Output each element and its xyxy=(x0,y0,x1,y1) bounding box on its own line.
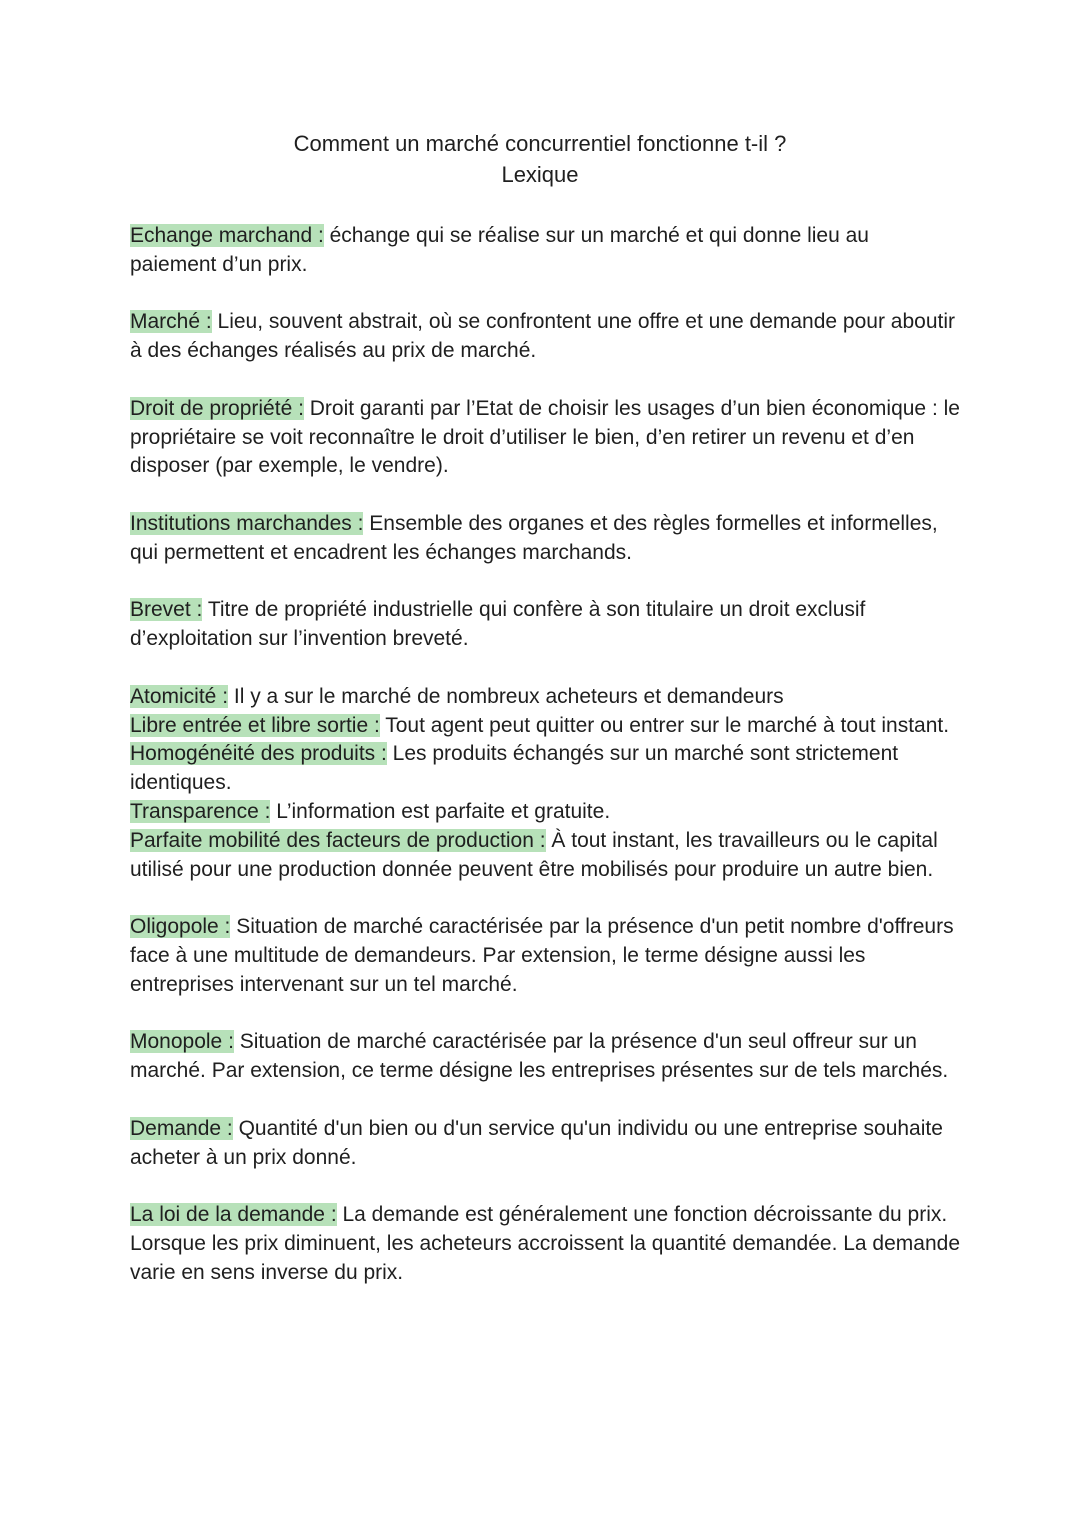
glossary-term: Echange marchand : xyxy=(130,224,324,247)
glossary-term: Libre entrée et libre sortie : xyxy=(130,713,380,737)
glossary-definition: Titre de propriété industrielle qui confère à son titulaire un droit exclusif d’exploitation sur l’invention breveté. xyxy=(130,598,866,651)
glossary-definition: Situation de marché caractérisée par la présence d'un petit nombre d'offreurs face à une multitude de demandeurs. Par extension, le terme désigne aussi les entreprises intervenant sur un tel marché. xyxy=(130,915,954,996)
glossary-entry-demande xyxy=(130,1115,960,1173)
glossary-entry-monopole xyxy=(130,1028,960,1086)
glossary-entry-oligopole xyxy=(130,913,960,999)
glossary-list xyxy=(130,222,960,1287)
glossary-term: Transparence : xyxy=(130,799,271,823)
glossary-definition: Ensemble des organes et des règles formelles et informelles, qui permettent et encadrent les échanges marchands. xyxy=(130,511,938,564)
glossary-term: Homogénéité des produits : xyxy=(130,742,387,766)
glossary-term: Demande : xyxy=(130,1116,233,1140)
glossary-entry-loi-de-la-demande xyxy=(130,1201,960,1287)
glossary-definition: Tout agent peut quitter ou entrer sur le marché à tout instant. xyxy=(379,713,950,737)
glossary-definition: Lieu, souvent abstrait, où se confrontent une offre et une demande pour aboutir à des échanges réalisés au prix de marché. xyxy=(130,310,955,363)
glossary-definition: L’information est parfaite et gratuite. xyxy=(270,799,611,823)
glossary-entry-transparence xyxy=(130,798,960,827)
glossary-entry-libre-entree xyxy=(130,712,960,741)
glossary-term: Oligopole : xyxy=(130,915,231,939)
glossary-entry-atomicite xyxy=(130,683,960,712)
glossary-entry-echange-marchand xyxy=(130,222,960,280)
glossary-definition: Il y a sur le marché de nombreux acheteurs et demandeurs xyxy=(228,684,784,708)
glossary-term: Atomicité : xyxy=(130,684,229,708)
glossary-entry-droit-de-propriete xyxy=(130,395,960,481)
glossary-definition: La demande est généralement une fonction décroissante du prix. Lorsque les prix diminuent, les acheteurs accroissent la quantité demandée. La demande varie en sens inverse du prix. xyxy=(130,1203,961,1284)
glossary-definition: échange qui se réalise sur un marché et qui donne lieu au paiement d’un prix. xyxy=(130,224,869,276)
glossary-entry-mobilite-facteurs xyxy=(130,827,960,885)
document-header xyxy=(0,128,1080,190)
glossary-definition: Situation de marché caractérisée par la présence d'un seul offreur sur un marché. Par extension, ce terme désigne les entreprises présentes sur de tels marchés. xyxy=(130,1030,949,1083)
glossary-definition: À tout instant, les travailleurs ou le capital utilisé pour une production donnée peuvent être mobilisés pour produire un autre bien. xyxy=(130,828,938,881)
page-subtitle: Lexique xyxy=(501,162,579,187)
glossary-definition: Les produits échangés sur un marché sont strictement identiques. xyxy=(130,742,899,795)
glossary-entry-brevet xyxy=(130,596,960,654)
glossary-entry-institutions-marchandes xyxy=(130,510,960,568)
glossary-term: Institutions marchandes : xyxy=(130,511,364,535)
glossary-term: Marché : xyxy=(130,310,212,334)
glossary-entry-homogeneite xyxy=(130,740,960,798)
glossary-term: Parfaite mobilité des facteurs de production : xyxy=(130,828,546,852)
glossary-definition: Droit garanti par l’Etat de choisir les usages d’un bien économique : le propriétaire se voit reconnaître le droit d’utiliser le bien, d’en retirer un revenu et d’en disposer (par exemple, le vendre). xyxy=(130,396,960,478)
glossary-definition: Quantité d'un bien ou d'un service qu'un individu ou une entreprise souhaite acheter à un prix donné. xyxy=(130,1116,943,1169)
glossary-entry-marche xyxy=(130,308,960,366)
glossary-term: Monopole : xyxy=(130,1030,234,1054)
glossary-term: La loi de la demande : xyxy=(130,1203,337,1227)
page-title: Comment un marché concurrentiel fonctionne t-il ? xyxy=(293,131,787,156)
glossary-term: Brevet : xyxy=(130,598,203,622)
glossary-term: Droit de propriété : xyxy=(130,396,304,420)
